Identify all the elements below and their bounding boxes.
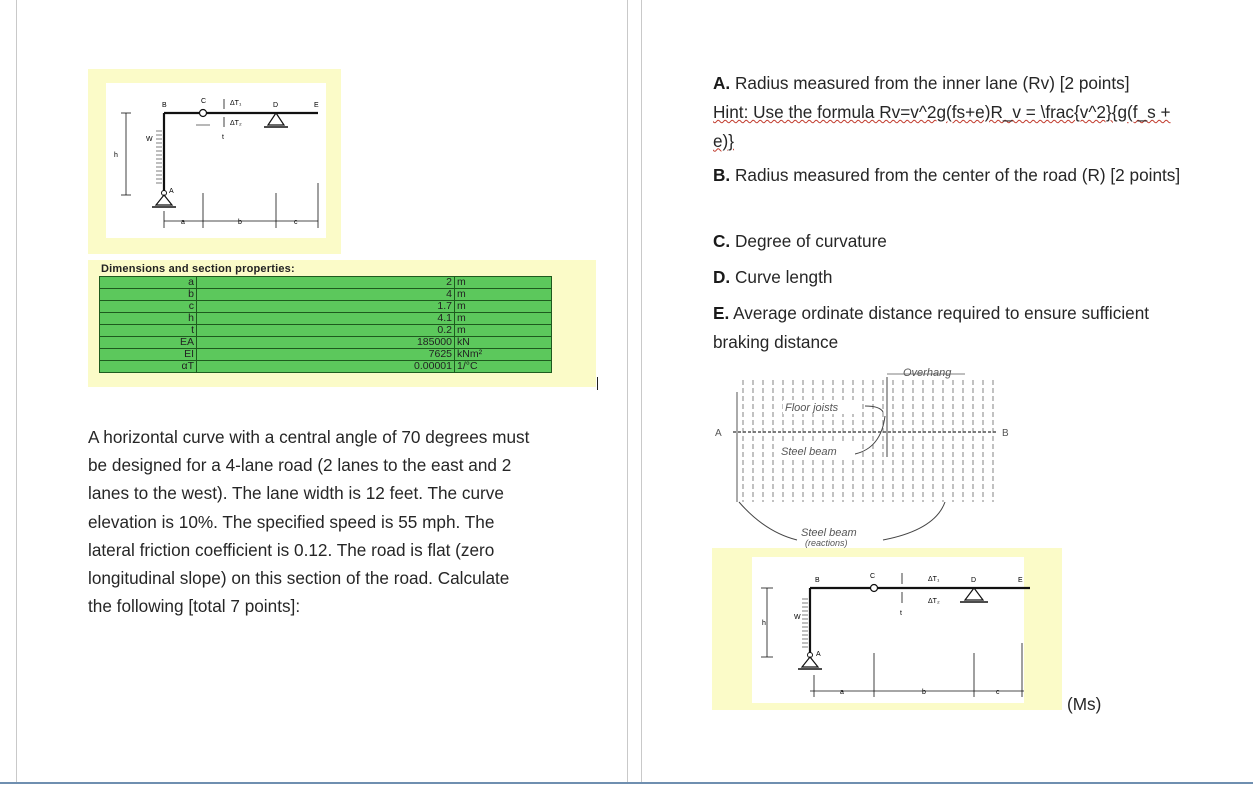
property-value: 4 <box>197 289 455 301</box>
overhang-label: Overhang <box>903 367 952 379</box>
dim-label-c-2: c <box>996 689 1000 696</box>
property-value: 2 <box>197 277 455 289</box>
dim-label-t-2: t <box>900 610 902 617</box>
dim-label-t: t <box>222 134 224 141</box>
temp-label-dt1-2: ΔT₁ <box>928 576 940 583</box>
property-key: h <box>100 313 197 325</box>
node-label-e: E <box>314 102 319 109</box>
text-cursor <box>597 377 598 390</box>
property-value: 7625 <box>197 349 455 361</box>
node-label-c: C <box>201 98 207 105</box>
property-row <box>100 277 552 289</box>
property-unit: m <box>455 289 552 301</box>
property-row <box>100 325 552 337</box>
property-unit: m <box>455 325 552 337</box>
end-label-b: B <box>1002 428 1009 439</box>
property-value: 0.2 <box>197 325 455 337</box>
ms-label: (Ms) <box>1067 694 1102 714</box>
temp-label-dt2: ΔT₂ <box>230 120 242 127</box>
property-row <box>100 337 552 349</box>
frame-figure-bottom-canvas <box>752 557 1024 703</box>
steel-beam-reactions-label: Steel beam <box>801 527 857 539</box>
node-label-e-2: E <box>1018 577 1023 584</box>
temp-label-dt2-2: ΔT₂ <box>928 598 940 605</box>
property-row <box>100 301 552 313</box>
node-label-a: A <box>169 188 174 195</box>
property-row <box>100 313 552 325</box>
page-edge-left <box>16 0 17 782</box>
section-properties-panel <box>88 260 596 387</box>
dim-label-c: c <box>294 219 298 226</box>
question-e-letter: E. <box>713 303 730 323</box>
property-unit: m <box>455 301 552 313</box>
dim-label-h-2: h <box>762 620 766 627</box>
question-b <box>713 161 1193 190</box>
question-a-letter: A. <box>713 73 731 93</box>
node-label-b: B <box>162 102 167 109</box>
question-a <box>713 69 1193 98</box>
property-key: EI <box>100 349 197 361</box>
section-properties-table <box>99 276 552 373</box>
property-unit: m <box>455 313 552 325</box>
hint-formula: Hint: Use the formula Rv=v^2g(fs+e)R_v = \frac{v^2}{g(f_s + e)} <box>713 102 1171 151</box>
question-b-text: Radius measured from the center of the road (R) [2 points] <box>734 165 1181 185</box>
problem-statement: A horizontal curve with a central angle of 70 degrees must be designed for a 4-lane road (2 lanes to the east and 2 lanes to the west). The lane width is 12 feet. The curve elevation is 10%. The specified speed is 55 mph. The lateral friction coefficient is 0.12. The road is flat (zero longitudinal slope) on this section of the road. Calculate the following [total 7 points]: <box>88 427 530 617</box>
end-label-a: A <box>715 428 722 439</box>
node-label-a-2: A <box>816 651 821 658</box>
temp-label-dt1: ΔT₁ <box>230 100 242 107</box>
property-unit: kN <box>455 337 552 349</box>
hint-line <box>713 98 1193 155</box>
dim-label-w-2: W <box>794 614 801 621</box>
question-c-text: Degree of curvature <box>734 231 887 251</box>
frame-figure-canvas <box>106 83 326 238</box>
dim-label-b: b <box>238 219 242 226</box>
dim-label-a-2: a <box>840 689 844 696</box>
frame-diagram-bottom <box>752 557 1024 703</box>
node-label-d-2: D <box>971 577 977 584</box>
dim-label-h: h <box>114 152 118 159</box>
question-a-text: Radius measured from the inner lane (Rv) [2 points] <box>734 73 1130 93</box>
dim-label-w: W <box>146 136 153 143</box>
property-value: 1.7 <box>197 301 455 313</box>
steel-beam-label: Steel beam <box>781 446 837 458</box>
frame-diagram <box>106 83 326 238</box>
property-unit: 1/°C <box>455 361 552 373</box>
bottom-ruler <box>0 782 1253 784</box>
question-d <box>713 263 1193 292</box>
question-d-letter: D. <box>713 267 731 287</box>
property-value: 4.1 <box>197 313 455 325</box>
frame-figure-top <box>88 69 341 254</box>
node-label-d: D <box>273 102 279 109</box>
question-c-letter: C. <box>713 231 731 251</box>
question-d-text: Curve length <box>734 267 833 287</box>
property-key: t <box>100 325 197 337</box>
reactions-sublabel: (reactions) <box>805 538 848 548</box>
question-e <box>713 299 1193 356</box>
property-key: αT <box>100 361 197 373</box>
dim-label-a: a <box>181 219 185 226</box>
property-unit: m <box>455 277 552 289</box>
section-properties-title: Dimensions and section properties: <box>101 263 295 275</box>
property-key: b <box>100 289 197 301</box>
node-label-c-2: C <box>870 573 876 580</box>
property-row <box>100 289 552 301</box>
property-key: c <box>100 301 197 313</box>
property-unit: kNm² <box>455 349 552 361</box>
page-edge-middle-left <box>627 0 628 782</box>
question-c <box>713 227 1193 256</box>
property-value: 185000 <box>197 337 455 349</box>
property-key: a <box>100 277 197 289</box>
property-value: 0.00001 <box>197 361 455 373</box>
property-key: EA <box>100 337 197 349</box>
question-e-text: Average ordinate distance required to ensure sufficient braking distance <box>713 303 1150 352</box>
question-b-letter: B. <box>713 165 731 185</box>
property-row <box>100 349 552 361</box>
property-row <box>100 361 552 373</box>
dim-label-b-2: b <box>922 689 926 696</box>
frame-figure-bottom <box>712 548 1062 710</box>
floor-joist-sketch <box>705 362 1009 548</box>
page-edge-middle-right <box>641 0 642 782</box>
floor-joists-label: Floor joists <box>785 402 839 414</box>
node-label-b-2: B <box>815 577 820 584</box>
